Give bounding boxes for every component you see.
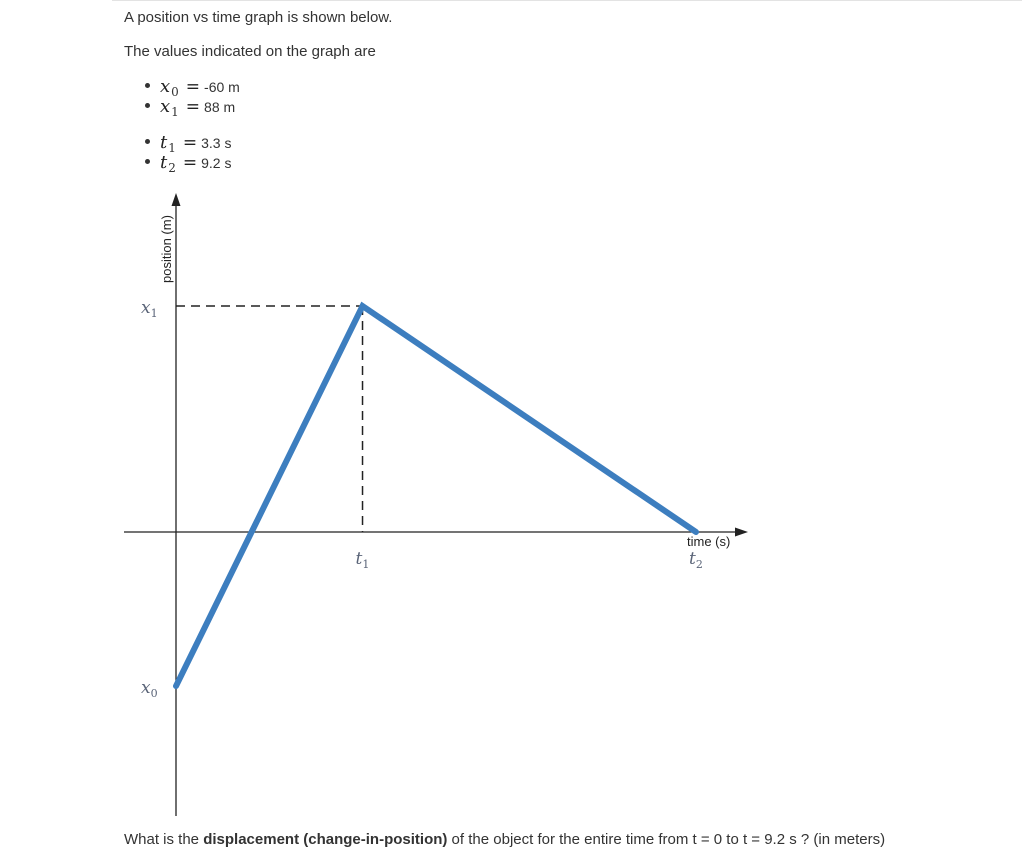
y-tick-label-1: $x_0$: [141, 678, 158, 701]
question-suffix: of the object for the entire time from t = 0 to t = 9.2 s ? (in meters): [447, 831, 886, 848]
y-tick-label-0: $x_1$: [141, 298, 158, 320]
variable-subscript: 1: [171, 105, 179, 119]
equals-sign: =: [182, 133, 198, 153]
variable-subscript: 2: [168, 161, 176, 175]
values-intro-text: The values indicated on the graph are: [124, 43, 376, 60]
variable-symbol: t: [160, 152, 168, 173]
question-prefix: What is the: [124, 831, 204, 848]
x-tick-label-1: $t_2$: [689, 549, 703, 571]
x-tick-label-0: $t_1$: [355, 549, 370, 571]
equals-sign: =: [185, 77, 201, 97]
x-axis-label: time (s): [687, 534, 731, 549]
x-axis-arrow-icon: [735, 528, 748, 537]
tick-labels: [141, 298, 703, 700]
variable-subscript: 0: [171, 85, 179, 99]
variable-symbol: x: [160, 96, 171, 117]
intro-text: A position vs time graph is shown below.: [124, 9, 393, 26]
variable-value: 88 m: [204, 99, 236, 115]
y-axis-label: position (m): [159, 215, 174, 283]
variable-value: -60 m: [204, 79, 240, 95]
y-tick-label-0-subscript: 1: [150, 307, 158, 320]
variable-symbol: t: [160, 132, 168, 153]
equals-sign: =: [185, 97, 201, 117]
question-text: [124, 831, 885, 849]
variable-subscript: 1: [168, 141, 176, 155]
y-tick-label-1-subscript: 0: [150, 687, 158, 701]
variable-symbol: x: [160, 76, 171, 97]
x-tick-label-0-subscript: 1: [362, 558, 370, 571]
position-series-line: [176, 306, 696, 686]
variable-value: 9.2 s: [201, 155, 232, 171]
variable-value: 3.3 s: [201, 135, 232, 151]
y-axis-arrow-icon: [172, 193, 181, 206]
series: [176, 306, 696, 686]
question-emphasis: displacement (change-in-position): [203, 831, 448, 848]
x-tick-label-1-subscript: 2: [695, 558, 703, 571]
equals-sign: =: [182, 153, 198, 173]
